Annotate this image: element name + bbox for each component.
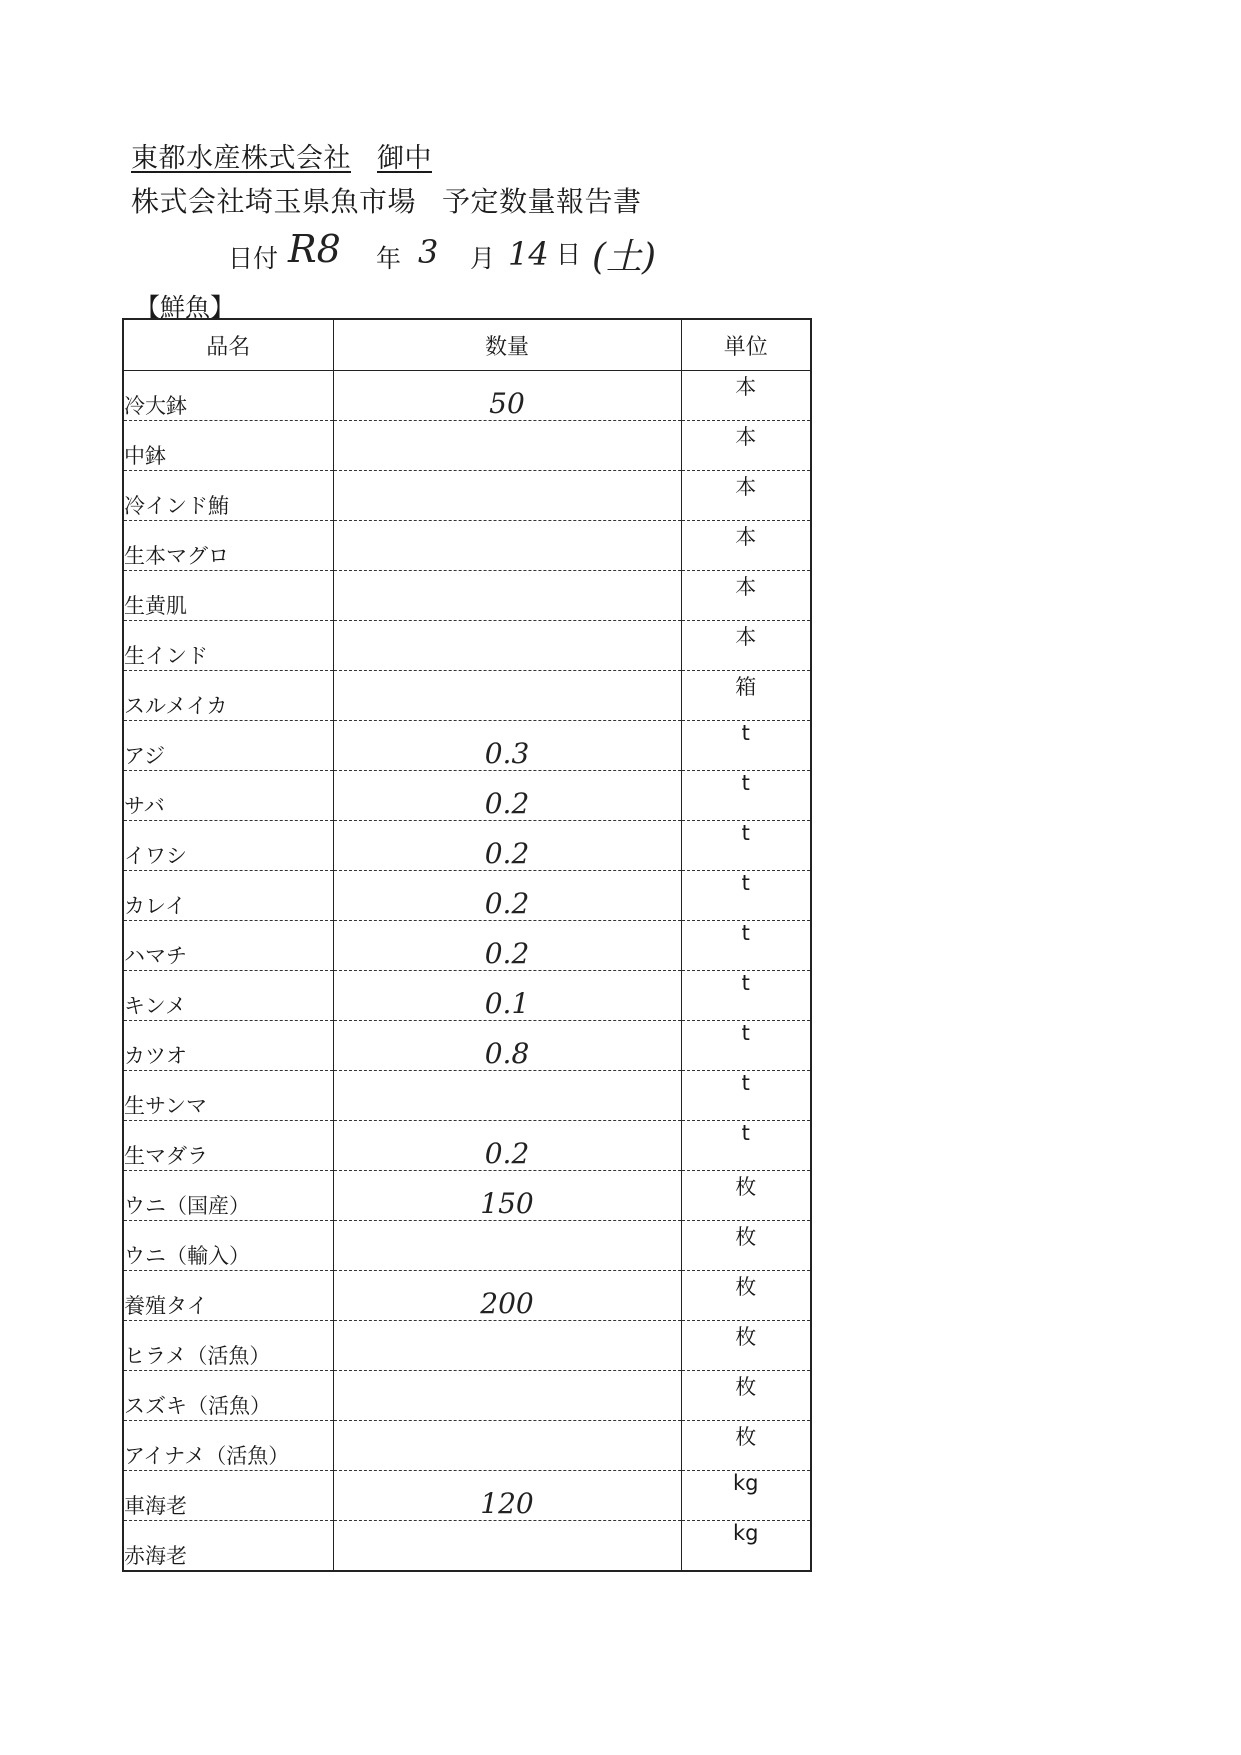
- addressee-company: 東都水産株式会社: [131, 143, 351, 174]
- item-name-cell: スズキ（活魚）: [123, 1371, 333, 1421]
- table-row: [123, 1471, 811, 1521]
- quantity-cell: [333, 1371, 681, 1421]
- quantity-cell: [333, 421, 681, 471]
- quantity-cell: 120: [333, 1471, 681, 1521]
- unit-cell: 本: [681, 371, 811, 421]
- date-day: 14: [508, 235, 549, 273]
- unit-cell: t: [681, 1021, 811, 1071]
- item-name-cell: 生黄肌: [123, 571, 333, 621]
- item-name-cell: カツオ: [123, 1021, 333, 1071]
- table-row: [123, 1121, 811, 1171]
- date-month: 3: [418, 233, 439, 271]
- quantity-cell: [333, 521, 681, 571]
- item-name-cell: スルメイカ: [123, 671, 333, 721]
- unit-cell: t: [681, 821, 811, 871]
- quantity-cell: 0.2: [333, 821, 681, 871]
- table-row: [123, 1021, 811, 1071]
- quantity-cell: [333, 671, 681, 721]
- item-name-cell: ウニ（国産）: [123, 1171, 333, 1221]
- table-header-row: [123, 319, 811, 371]
- quantity-report-table: [122, 318, 812, 1572]
- table-row: [123, 971, 811, 1021]
- quantity-cell: [333, 1521, 681, 1572]
- table-row: [123, 1371, 811, 1421]
- table-row: [123, 1221, 811, 1271]
- quantity-cell: [333, 1071, 681, 1121]
- unit-cell: 枚: [681, 1221, 811, 1271]
- item-name-cell: 養殖タイ: [123, 1271, 333, 1321]
- item-name-cell: 生インド: [123, 621, 333, 671]
- table-row: [123, 1421, 811, 1471]
- table-row: [123, 621, 811, 671]
- quantity-cell: 150: [333, 1171, 681, 1221]
- quantity-cell: 0.2: [333, 1121, 681, 1171]
- unit-cell: kg: [681, 1471, 811, 1521]
- item-name-cell: 冷大鉢: [123, 371, 333, 421]
- unit-cell: t: [681, 1071, 811, 1121]
- date-era-year: R8: [288, 227, 341, 271]
- table-row: [123, 421, 811, 471]
- item-name-cell: ウニ（輸入）: [123, 1221, 333, 1271]
- addressee-honorific: 御中: [377, 143, 432, 174]
- table-row: [123, 721, 811, 771]
- unit-cell: 本: [681, 421, 811, 471]
- item-name-cell: イワシ: [123, 821, 333, 871]
- quantity-cell: 0.3: [333, 721, 681, 771]
- table-row: [123, 1521, 811, 1572]
- unit-cell: 本: [681, 471, 811, 521]
- issuer-line: [131, 180, 642, 220]
- unit-cell: 本: [681, 521, 811, 571]
- item-name-cell: カレイ: [123, 871, 333, 921]
- item-name-cell: 生サンマ: [123, 1071, 333, 1121]
- item-name-cell: 生本マグロ: [123, 521, 333, 571]
- column-header-quantity: 数量: [333, 319, 681, 371]
- quantity-cell: 50: [333, 371, 681, 421]
- quantity-cell: [333, 1221, 681, 1271]
- table-row: [123, 821, 811, 871]
- unit-cell: 枚: [681, 1321, 811, 1371]
- unit-cell: 枚: [681, 1171, 811, 1221]
- table-row: [123, 671, 811, 721]
- day-char: 日: [556, 240, 582, 269]
- table-row: [123, 871, 811, 921]
- item-name-cell: キンメ: [123, 971, 333, 1021]
- quantity-cell: 0.2: [333, 871, 681, 921]
- quantity-cell: [333, 571, 681, 621]
- date-weekday: (土): [592, 237, 657, 278]
- table-row: [123, 571, 811, 621]
- unit-cell: kg: [681, 1521, 811, 1572]
- quantity-cell: [333, 621, 681, 671]
- month-char: 月: [470, 244, 496, 273]
- unit-cell: t: [681, 971, 811, 1021]
- unit-cell: t: [681, 721, 811, 771]
- date-label: 日付: [228, 244, 279, 273]
- unit-cell: 枚: [681, 1421, 811, 1471]
- table-row: [123, 1321, 811, 1371]
- item-name-cell: 冷インド鮪: [123, 471, 333, 521]
- item-name-cell: ハマチ: [123, 921, 333, 971]
- unit-cell: t: [681, 1121, 811, 1171]
- unit-cell: 本: [681, 621, 811, 671]
- table-row: [123, 1171, 811, 1221]
- table-row: [123, 371, 811, 421]
- table-row: [123, 921, 811, 971]
- unit-cell: 枚: [681, 1271, 811, 1321]
- quantity-cell: 200: [333, 1271, 681, 1321]
- quantity-cell: [333, 471, 681, 521]
- column-header-unit: 単位: [681, 319, 811, 371]
- item-name-cell: 赤海老: [123, 1521, 333, 1572]
- unit-cell: 箱: [681, 671, 811, 721]
- section-label: 【鮮魚】: [135, 293, 236, 322]
- table-row: [123, 471, 811, 521]
- column-header-item: 品名: [123, 319, 333, 371]
- quantity-cell: 0.1: [333, 971, 681, 1021]
- addressee-line: [131, 136, 432, 175]
- issuer-company: 株式会社埼玉県魚市場: [131, 185, 417, 218]
- quantity-cell: 0.2: [333, 921, 681, 971]
- table-row: [123, 521, 811, 571]
- quantity-cell: [333, 1421, 681, 1471]
- quantity-cell: 0.2: [333, 771, 681, 821]
- unit-cell: t: [681, 871, 811, 921]
- item-name-cell: サバ: [123, 771, 333, 821]
- table-row: [123, 771, 811, 821]
- table-row: [123, 1271, 811, 1321]
- unit-cell: t: [681, 921, 811, 971]
- unit-cell: 本: [681, 571, 811, 621]
- item-name-cell: アイナメ（活魚）: [123, 1421, 333, 1471]
- item-name-cell: ヒラメ（活魚）: [123, 1321, 333, 1371]
- unit-cell: t: [681, 771, 811, 821]
- year-char: 年: [376, 244, 402, 273]
- table-row: [123, 1071, 811, 1121]
- item-name-cell: 中鉢: [123, 421, 333, 471]
- item-name-cell: 生マダラ: [123, 1121, 333, 1171]
- item-name-cell: 車海老: [123, 1471, 333, 1521]
- unit-cell: 枚: [681, 1371, 811, 1421]
- quantity-cell: 0.8: [333, 1021, 681, 1071]
- document-title: 予定数量報告書: [442, 185, 642, 218]
- quantity-cell: [333, 1321, 681, 1371]
- item-name-cell: アジ: [123, 721, 333, 771]
